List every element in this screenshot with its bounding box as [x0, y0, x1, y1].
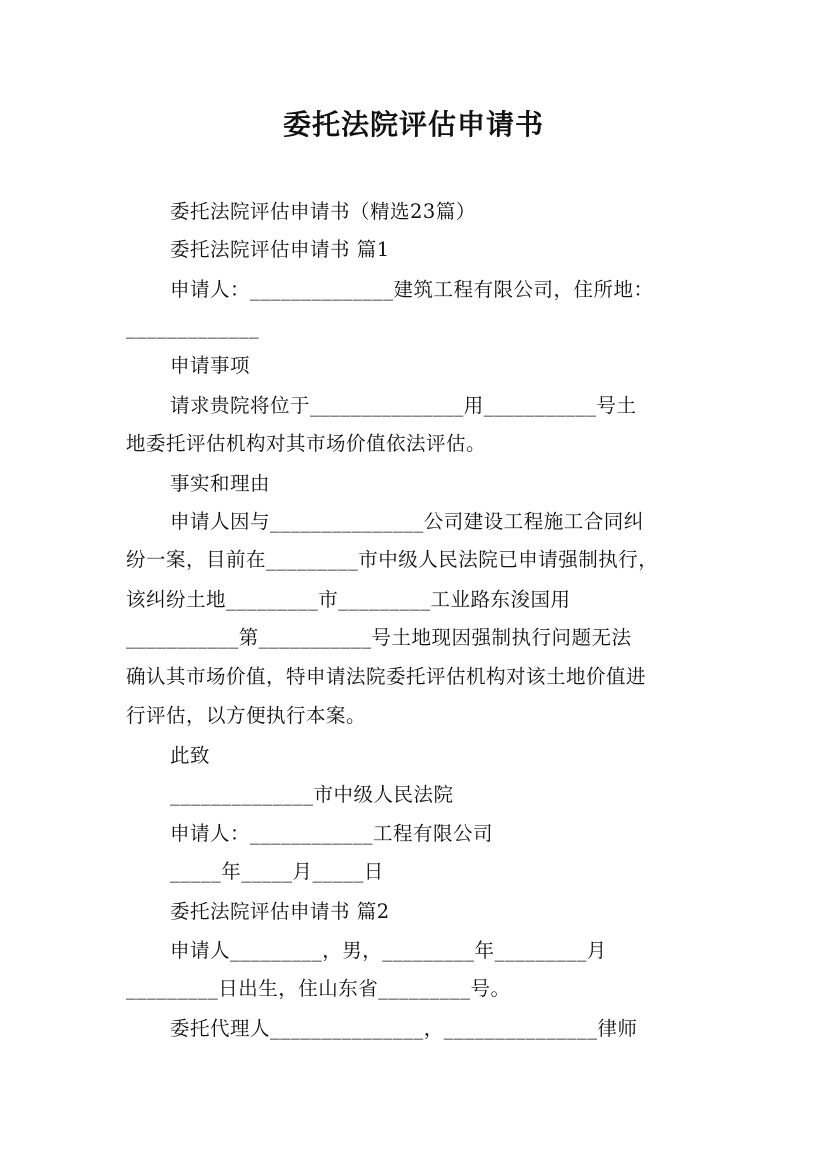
facts-line-6: 行评估，以方便执行本案。 — [126, 704, 367, 727]
agent-line: 委托代理人_______________，_______________律师 — [170, 1017, 638, 1040]
subtitle: 委托法院评估申请书（精选23篇） — [170, 200, 476, 223]
facts-line-4: ___________第___________号土地现因强制执行问题无法 — [126, 626, 632, 649]
court-line: ______________市中级人民法院 — [170, 783, 454, 806]
applicant-line-1-cont: _____________ — [126, 316, 260, 339]
facts-line-5: 确认其市场价值，特申请法院委托评估机构对该土地价值进 — [126, 665, 647, 688]
signer-line: 申请人：____________工程有限公司 — [170, 822, 494, 845]
facts-line-3: 该纠纷土地_________市_________工业路东浚国用 — [126, 588, 571, 611]
heading-facts: 事实和理由 — [170, 472, 271, 495]
applicant-line-1: 申请人：______________建筑工程有限公司，住所地： — [170, 278, 654, 301]
facts-line-2: 纷一案，目前在_________市中级人民法院已申请强制执行， — [126, 548, 659, 571]
salutation: 此致 — [170, 744, 211, 767]
facts-line-1: 申请人因与_______________公司建设工程施工合同纠 — [170, 510, 644, 533]
heading-matters: 申请事项 — [170, 354, 251, 377]
applicant-line-2-cont: _________日出生，住山东省_________号。 — [126, 977, 511, 1000]
request-line-1: 请求贵院将位于_______________用___________号土 — [170, 394, 637, 417]
document-title: 委托法院评估申请书 — [282, 108, 544, 141]
request-line-2: 地委托评估机构对其市场价值依法评估。 — [126, 432, 487, 455]
applicant-line-2: 申请人_________，男，_________年_________月 — [170, 939, 607, 962]
date-line: _____年_____月_____日 — [170, 860, 384, 883]
section-heading-2: 委托法院评估申请书 篇2 — [170, 900, 390, 923]
section-heading-1: 委托法院评估申请书 篇1 — [170, 238, 390, 261]
